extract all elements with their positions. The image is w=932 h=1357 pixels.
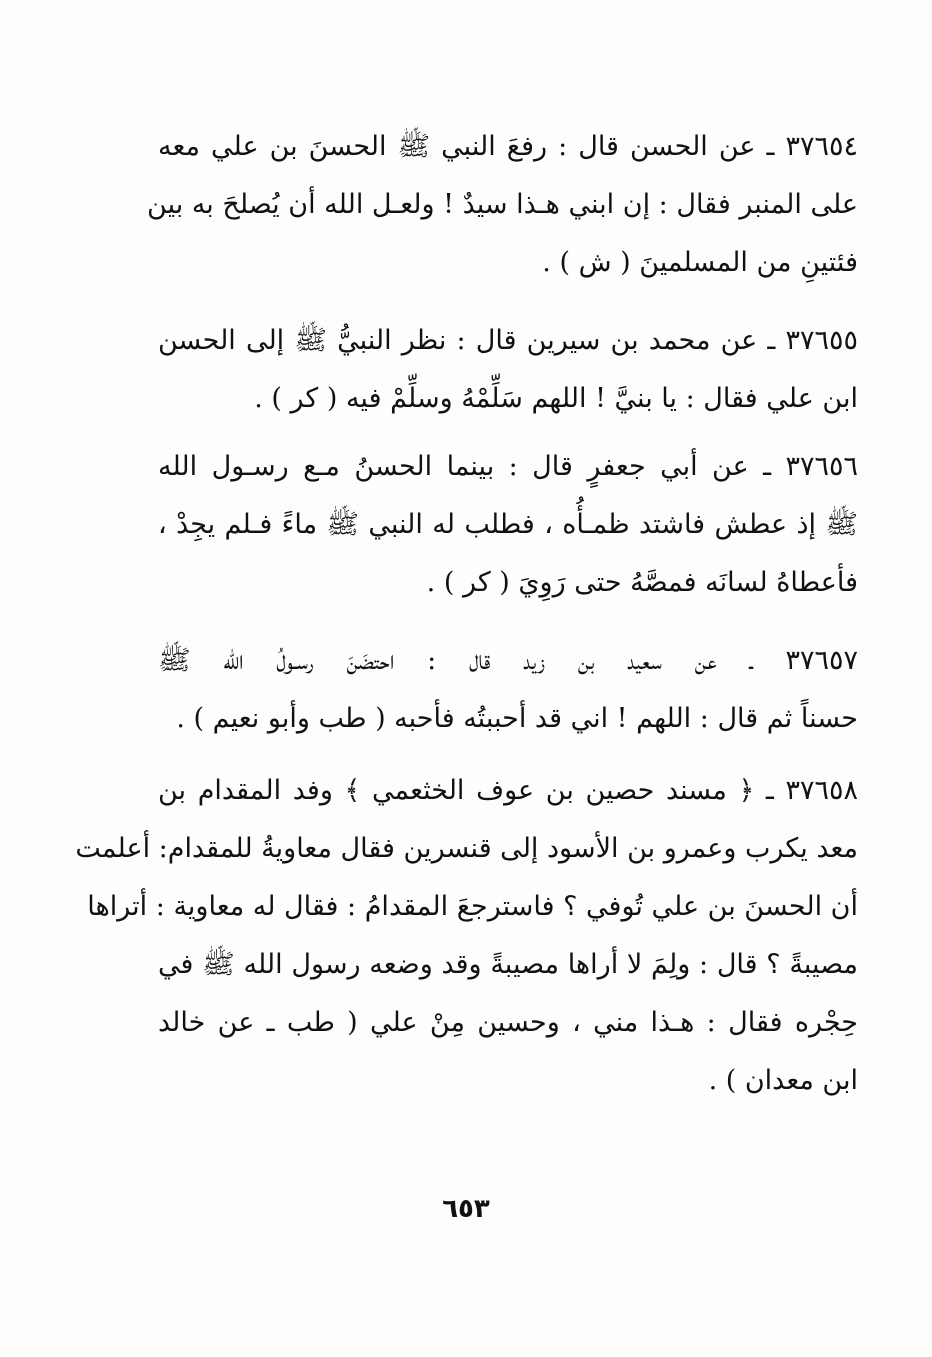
text-line: حسناً ثم قال : اللهم ! اني قد أحببتُه فأحبه ( طب وأبو نعيم ) . <box>176 703 858 734</box>
text-line: ابن علي فقال : يا بنيَّ ! اللهم سَلِّمْهُ وسلِّمْ فيه ( كر ) . <box>254 383 858 414</box>
hadith-37654 <box>147 118 858 292</box>
hadith-37658 <box>75 762 858 1110</box>
text-line: ابن معدان ) . <box>708 1065 858 1096</box>
text-line: ٣٧٦٥٦ ـ عن أبي جعفرٍ قال : بينما الحسنُ مـع رسـول الله <box>158 451 858 482</box>
text-line: أن الحسنَ بن علي تُوفي ؟ فاسترجعَ المقدامُ : فقال له معاوية : أتراها <box>87 891 858 922</box>
text-line: حِجْره فقال : هـذا مني ، وحسين مِنْ علي ( طب ـ عن خالد <box>158 1007 858 1038</box>
text-line: مصيبةً ؟ قال : ولِمَ لا أراها مصيبةً وقد وضعه رسول الله ﷺ في <box>158 949 858 980</box>
text-line: ٣٧٦٥٥ ـ عن محمد بن سيرين قال : نظر النبيُّ ﷺ إلى الحسن <box>158 325 858 356</box>
text-line: ﷺ إذ عطش فاشتد ظمـأُه ، فطلب له النبي ﷺ ماءً فـلم يجِدْ ، <box>158 509 858 540</box>
hadith-37656 <box>158 438 858 612</box>
hadith-37657 <box>158 632 858 748</box>
text-line: ٣٧٦٥٧ ـ عن سعيد بن زيد قال : احتضَنَ رسـولُ الله ﷺ <box>158 645 858 676</box>
page-number: ٦٥٣ <box>442 1194 490 1224</box>
page-body <box>75 118 858 1110</box>
text-line: ٣٧٦٥٤ ـ عن الحسن قال : رفعَ النبي ﷺ الحسنَ بن علي معه <box>158 131 858 162</box>
text-line: فأعطاهُ لسانَه فمصَّهُ حتى رَوِيَ ( كر ) . <box>426 567 858 598</box>
text-line: ٣٧٦٥٨ ـ ﴿ مسند حصين بن عوف الخثعمي ﴾ وفد المقدام بن <box>158 775 858 806</box>
text-line: على المنبر فقال : إن ابني هـذا سيدٌ ! ولعـل الله أن يُصلحَ به بين <box>147 189 858 220</box>
text-line: فئتينِ من المسلمينَ ( ش ) . <box>542 247 858 278</box>
text-line: معد يكرب وعمرو بن الأسود إلى قنسرين فقال معاويةُ للمقدام: أعلمت <box>75 833 858 864</box>
hadith-37655 <box>158 312 858 428</box>
